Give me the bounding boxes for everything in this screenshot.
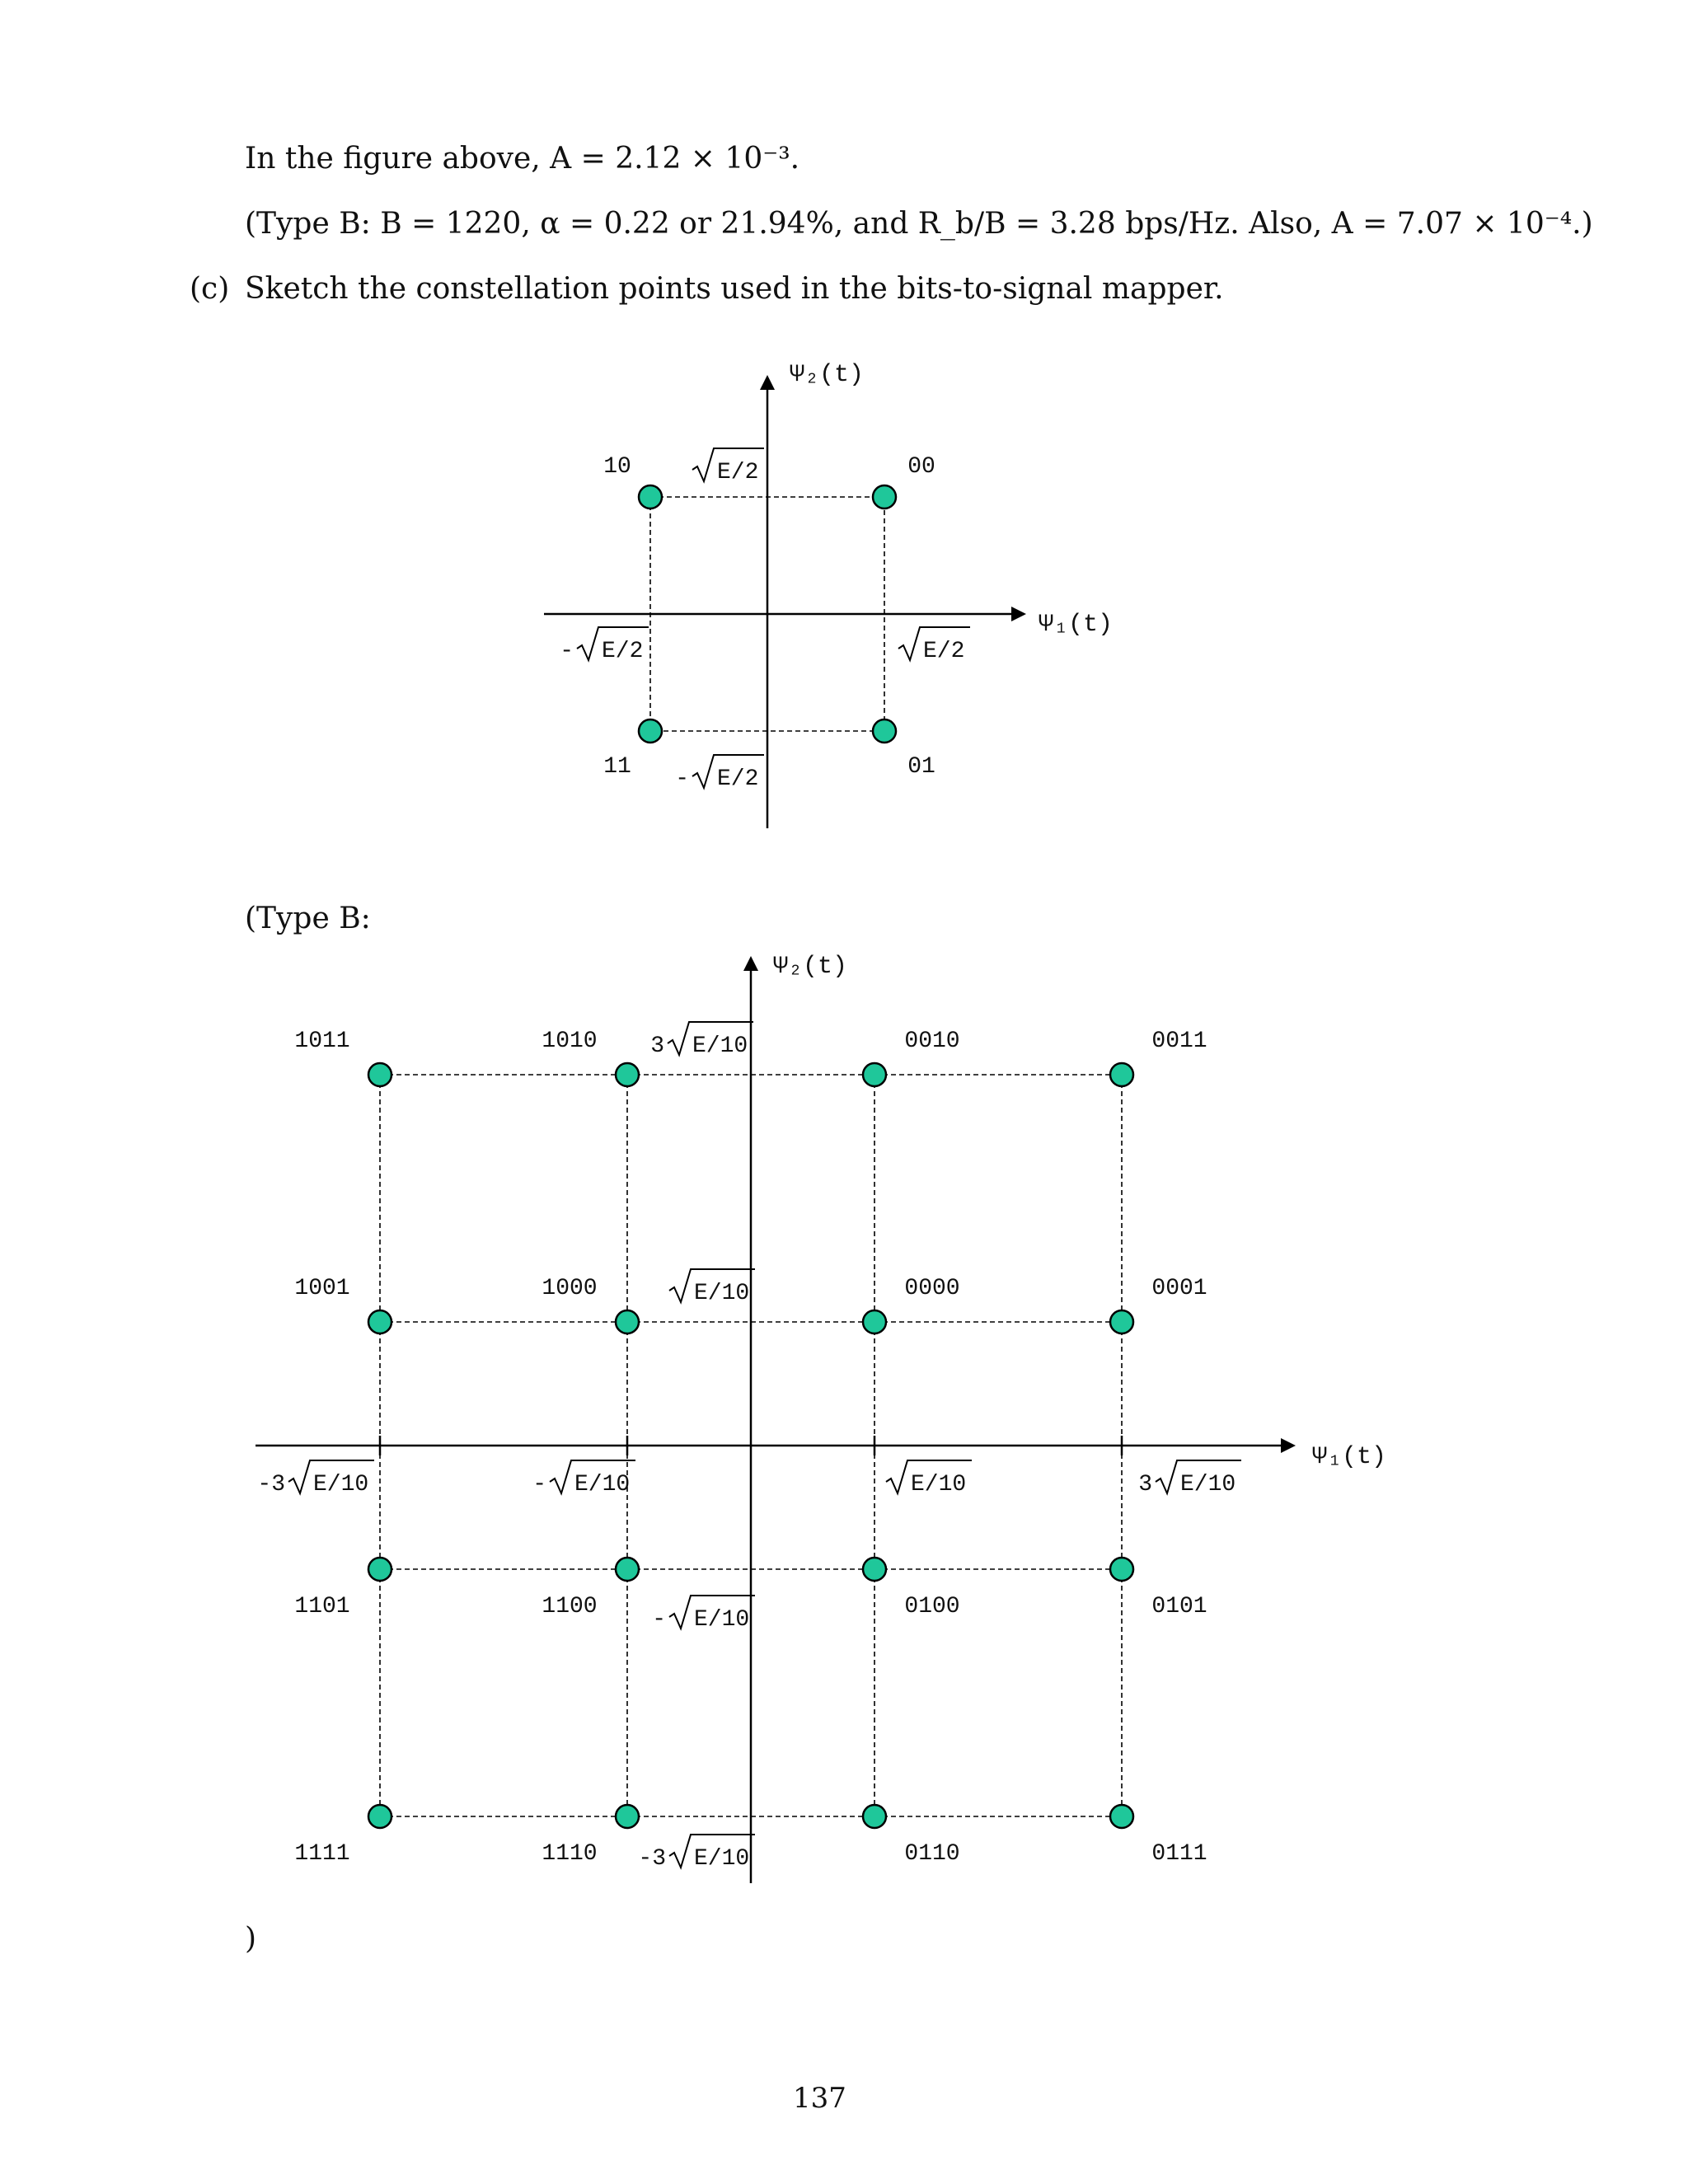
point-label: 1110 <box>542 1841 598 1867</box>
constellation-point <box>1110 1310 1133 1333</box>
tick-radicand: E/2 <box>602 639 644 664</box>
tick-radicand: E/10 <box>313 1472 369 1497</box>
constellation-point <box>1110 1558 1133 1581</box>
point-label: 1010 <box>542 1029 598 1054</box>
point-label: 11 <box>603 754 631 780</box>
tick-radicand: E/2 <box>923 639 965 664</box>
constellation-point <box>616 1558 639 1581</box>
point-label: 0011 <box>1151 1029 1207 1054</box>
tick-coefficient: - <box>560 639 574 664</box>
point-label: 1001 <box>294 1276 350 1301</box>
text-line-1: In the figure above, A = 2.12 × 10⁻³. <box>245 142 800 176</box>
point-label: 0010 <box>904 1029 960 1054</box>
y-axis-label: Ψ₂(t) <box>790 361 865 389</box>
point-label: 0101 <box>1151 1594 1207 1619</box>
constellation-point <box>368 1805 392 1828</box>
tick-radicand: E/10 <box>692 1033 748 1059</box>
constellation-point <box>863 1310 886 1333</box>
tick-coefficient: -3 <box>638 1846 666 1872</box>
point-label: 0100 <box>904 1594 960 1619</box>
point-label: 0110 <box>904 1841 960 1867</box>
x-axis-arrow <box>1281 1438 1296 1453</box>
constellation-point <box>616 1805 639 1828</box>
part-c-text: Sketch the constellation points used in the bits-to-signal mapper. <box>245 272 1224 306</box>
tick-radicand: E/2 <box>717 460 759 485</box>
point-label: 1111 <box>294 1841 350 1867</box>
constellation-point <box>368 1063 392 1086</box>
point-label: 1101 <box>294 1594 350 1619</box>
x-axis-label: Ψ₁(t) <box>1039 611 1114 639</box>
point-label: 1000 <box>542 1276 598 1301</box>
tick-radicand: E/10 <box>911 1472 967 1497</box>
point-label: 10 <box>603 454 631 480</box>
y-axis-label: Ψ₂(t) <box>773 953 848 981</box>
y-tick-label <box>652 1596 755 1633</box>
tick-coefficient: - <box>532 1472 546 1497</box>
point-label: 1011 <box>294 1029 350 1054</box>
type-b-close: ) <box>245 1922 257 1956</box>
part-c-label: (c) <box>190 272 230 306</box>
point-label: 01 <box>907 754 935 780</box>
point-label: 0111 <box>1151 1841 1207 1867</box>
x-tick-label <box>886 1460 972 1497</box>
tick-radicand: E/10 <box>694 1281 750 1306</box>
tick-radicand: E/10 <box>574 1472 631 1497</box>
y-tick-label <box>638 1835 755 1872</box>
tick-coefficient: - <box>675 766 689 792</box>
x-tick-label <box>1138 1460 1241 1497</box>
point-label: 0001 <box>1151 1276 1207 1301</box>
constellation-point <box>368 1310 392 1333</box>
y-tick-label <box>669 1269 755 1306</box>
y-axis-arrow <box>743 956 758 971</box>
page-number: 137 <box>793 2082 846 2115</box>
x-tick-label <box>257 1460 374 1497</box>
tick-coefficient: - <box>652 1607 666 1633</box>
text-line-2: (Type B: B = 1220, α = 0.22 or 21.94%, and R_b/B = 3.28 bps/Hz. Also, A = 7.07 × 10⁻⁴.) <box>245 207 1593 241</box>
constellation-point <box>616 1063 639 1086</box>
constellation-point <box>863 1805 886 1828</box>
type-b-open: (Type B: <box>245 902 371 935</box>
x-axis-label: Ψ₁(t) <box>1312 1443 1387 1471</box>
constellation-point <box>616 1310 639 1333</box>
constellation-point <box>368 1558 392 1581</box>
tick-radicand: E/2 <box>717 766 759 792</box>
y-tick-label <box>650 1022 753 1059</box>
point-label: 1100 <box>542 1594 598 1619</box>
constellation-point <box>1110 1805 1133 1828</box>
point-label: 0000 <box>904 1276 960 1301</box>
constellation-point <box>863 1063 886 1086</box>
tick-coefficient: -3 <box>257 1472 285 1497</box>
tick-radicand: E/10 <box>1180 1472 1236 1497</box>
tick-radicand: E/10 <box>694 1846 750 1872</box>
constellation-point <box>863 1558 886 1581</box>
tick-coefficient: 3 <box>1138 1472 1152 1497</box>
x-tick-label <box>532 1460 635 1497</box>
constellation-point <box>1110 1063 1133 1086</box>
point-label: 00 <box>907 454 935 480</box>
tick-coefficient: 3 <box>650 1033 664 1059</box>
tick-radicand: E/10 <box>694 1607 750 1633</box>
